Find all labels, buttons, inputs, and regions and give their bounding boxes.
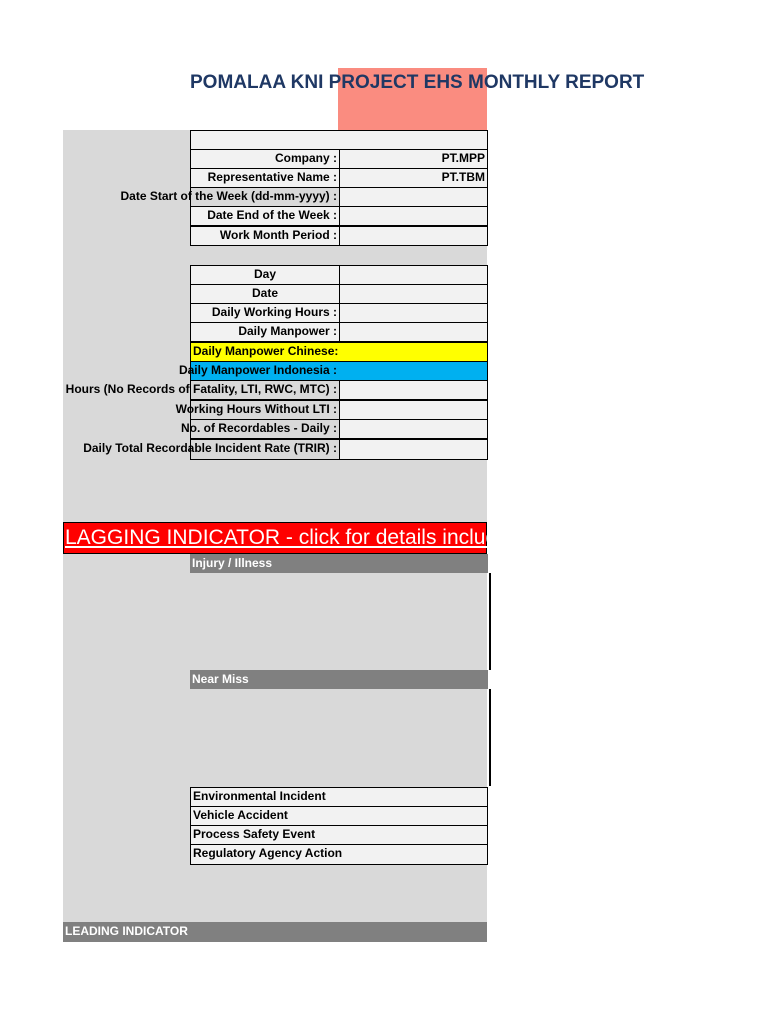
trir-label: Daily Total Recordable Incident Rate (TRIR) :	[83, 441, 337, 455]
recordables-value[interactable]	[339, 419, 488, 439]
working-hours-label: Daily Working Hours :	[190, 303, 340, 323]
without-lti-label: Working Hours Without LTI :	[175, 402, 337, 416]
injury-illness-header: Injury / Illness	[190, 554, 488, 573]
period-value[interactable]	[339, 226, 488, 246]
regulatory-action-row[interactable]: Regulatory Agency Action	[190, 844, 488, 865]
date-start-value[interactable]	[339, 187, 488, 207]
date-end-label: Date End of the Week :	[190, 206, 340, 226]
environmental-incident-row[interactable]: Environmental Incident	[190, 787, 488, 807]
manpower-value[interactable]	[339, 322, 488, 342]
process-safety-row[interactable]: Process Safety Event	[190, 825, 488, 845]
injury-illness-box	[489, 573, 491, 670]
report-sheet	[63, 130, 626, 942]
recordables-label: No. of Recordables - Daily :	[180, 421, 337, 435]
near-miss-header: Near Miss	[190, 670, 488, 689]
company-label: Company :	[190, 149, 340, 169]
leading-indicator-header: LEADING INDICATOR	[63, 922, 487, 942]
company-value[interactable]: PT.MPP	[339, 149, 488, 169]
manpower-label: Daily Manpower :	[190, 322, 340, 342]
day-label: Day	[190, 265, 340, 285]
representative-value[interactable]: PT.TBM	[339, 168, 488, 188]
manpower-chinese-row[interactable]: Daily Manpower Chinese:	[190, 342, 488, 362]
vehicle-accident-row[interactable]: Vehicle Accident	[190, 806, 488, 826]
date-start-label: Date Start of the Week (dd-mm-yyyy) :	[120, 189, 337, 203]
day-value[interactable]	[339, 265, 488, 285]
hours-no-records-label: Hours (No Records of Fatality, LTI, RWC, MTC) :	[65, 382, 337, 396]
report-title: POMALAA KNI PROJECT EHS MONTHLY REPORT	[190, 72, 645, 93]
trir-value[interactable]	[339, 439, 488, 460]
info-top-row	[190, 130, 488, 150]
working-hours-value[interactable]	[339, 303, 488, 323]
hours-no-records-value[interactable]	[339, 380, 488, 400]
date-value[interactable]	[339, 284, 488, 304]
representative-label: Representative Name :	[190, 168, 340, 188]
manpower-indonesia-label: Daily Manpower Indonesia :	[178, 363, 337, 377]
near-miss-box	[489, 689, 491, 786]
period-label: Work Month Period :	[190, 226, 340, 246]
without-lti-value[interactable]	[339, 400, 488, 420]
date-label: Date	[190, 284, 340, 304]
lagging-indicator-link[interactable]: LAGGING INDICATOR - click for details including definitions	[63, 522, 487, 554]
date-end-value[interactable]	[339, 206, 488, 226]
date-start-cell	[190, 187, 340, 207]
